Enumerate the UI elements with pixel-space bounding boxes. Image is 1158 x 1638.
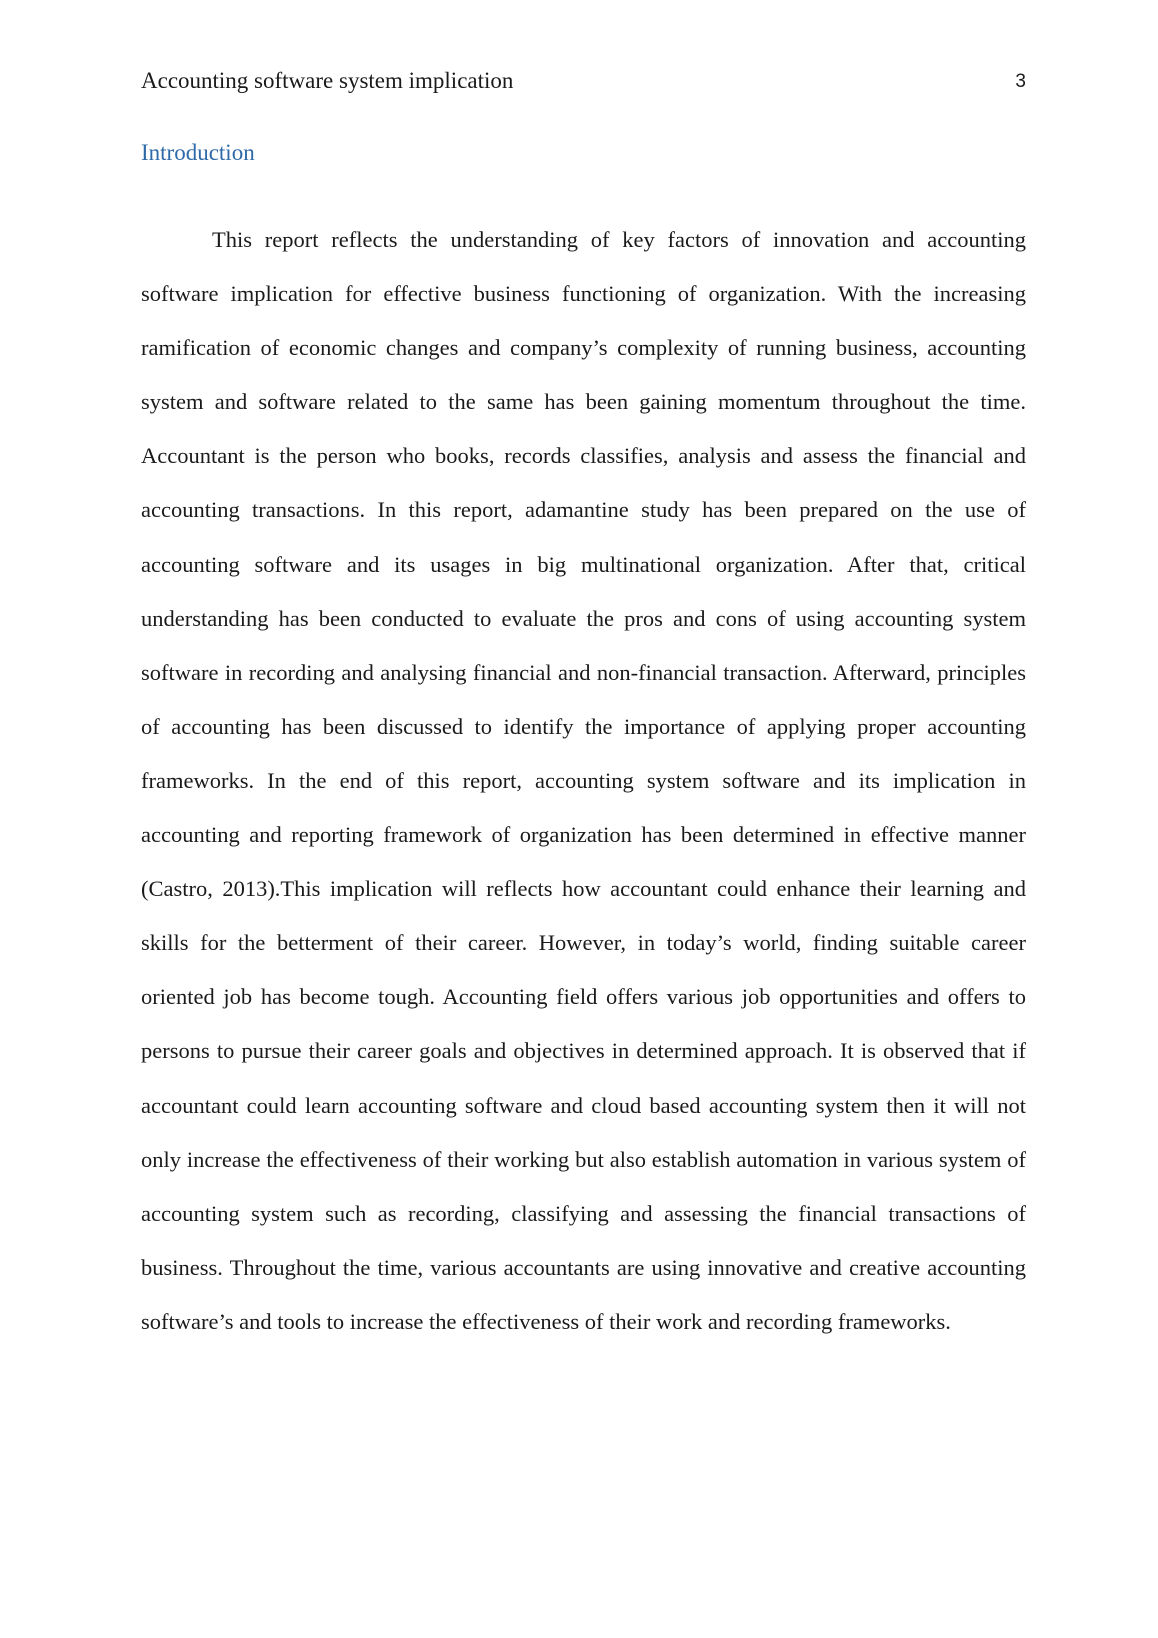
page-number: 3 bbox=[1015, 71, 1026, 92]
section-heading-introduction: Introduction bbox=[141, 140, 255, 165]
body-paragraph: This report reflects the understanding of key factors of innovation and accounting software implication for effective business functioning of organization. With the increasing ramification of economic changes and company’s complexity of running business, accounting system and software related to the same has been gaining momentum throughout the time. Accountant is the person who books, records classifies, analysis and assess the financial and accounting transactions. In this report, adamantine study has been prepared on the use of accounting software and its usages in big multinational organization. After that, critical understanding has been conducted to evaluate the pros and cons of using accounting system software in recording and analysing financial and non-financial transaction. Afterward, principles of accounting has been discussed to identify the importance of applying proper accounting frameworks. In the end of this report, accounting system software and its implication in accounting and reporting framework of organization has been determined in effective manner (Castro, 2013).This implication will reflects how accountant could enhance their learning and skills for the betterment of their career. However, in today’s world, finding suitable career oriented job has become tough. Accounting field offers various job opportunities and offers to persons to pursue their career goals and objectives in determined approach. It is observed that if accountant could learn accounting software and cloud based accounting system then it will not only increase the effectiveness of their working but also establish automation in various system of accounting system such as recording, classifying and assessing the financial transactions of business. Throughout the time, various accountants are using innovative and creative accounting software’s and tools to increase the effectiveness of their work and recording frameworks. bbox=[141, 227, 1026, 1334]
running-header-title: Accounting software system implication bbox=[141, 68, 514, 93]
